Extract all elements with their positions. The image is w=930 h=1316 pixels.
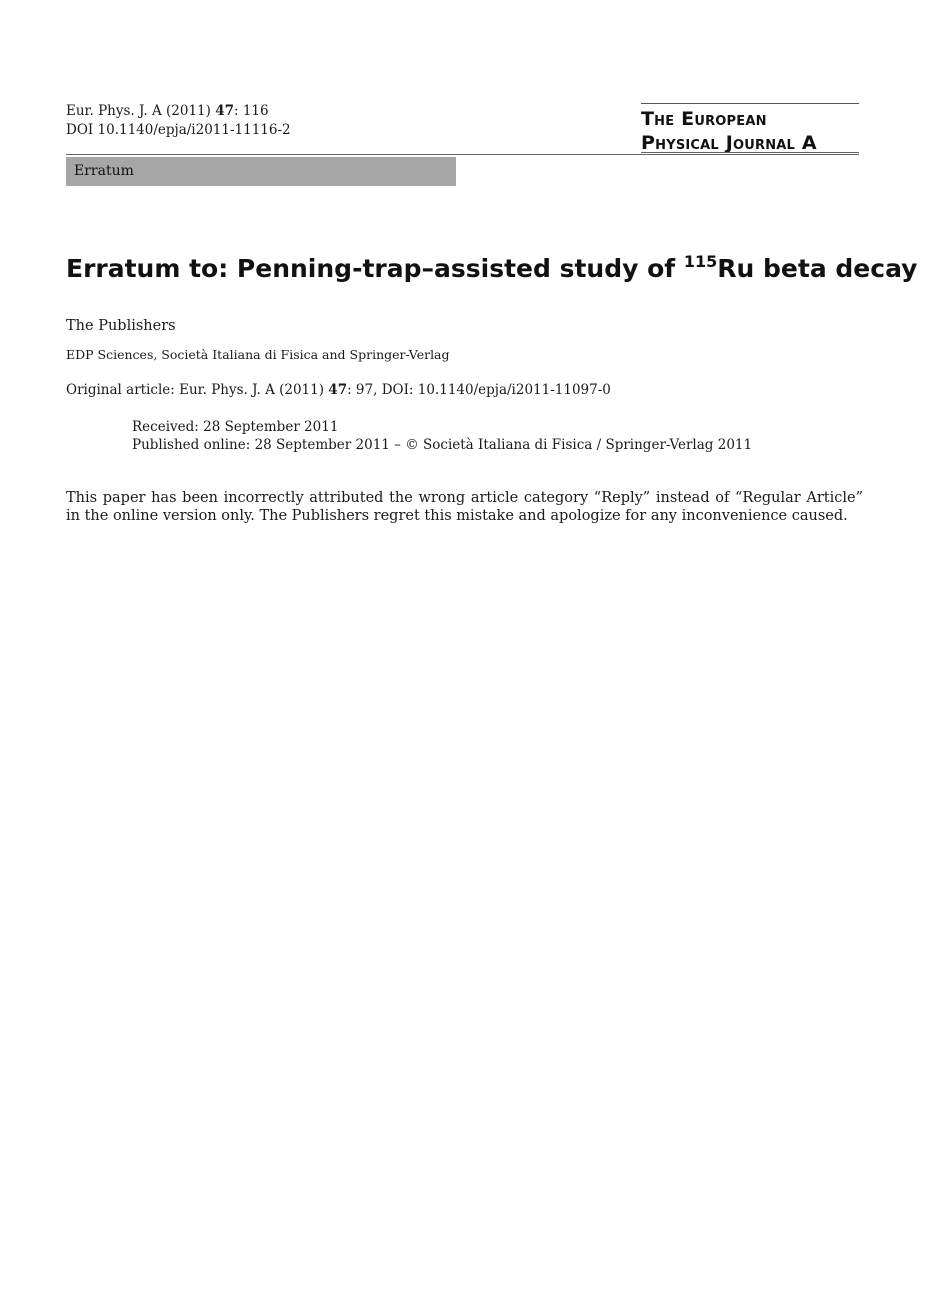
journal-logo-rule	[641, 152, 859, 153]
affiliation: EDP Sciences, Società Italiana di Fisica and Springer-Verlag	[66, 347, 450, 362]
article-doi: DOI 10.1140/epja/i2011-11116-2	[66, 122, 291, 138]
journal-name-line1: The European	[641, 108, 767, 130]
published-date: Published online: 28 September 2011 – © Società Italiana di Fisica / Springer-Verlag 2011	[132, 437, 753, 453]
original-volume: 47	[328, 382, 348, 398]
erratum-body: This paper has been incorrectly attributed the wrong article category “Reply” instead of “Regular Article” in the online version only. The Publishers regret this mistake and apologize for any inconvenience caused.	[66, 490, 863, 524]
journal-citation	[66, 102, 291, 121]
category-bar	[66, 157, 456, 186]
article-title	[66, 252, 918, 286]
received-date: Received: 28 September 2011	[132, 419, 339, 435]
journal-name-line2: Physical Journal A	[641, 132, 817, 154]
original-suffix: : 97, DOI: 10.1140/epja/i2011-11097-0	[347, 382, 611, 398]
original-article-reference	[66, 382, 611, 398]
original-prefix: Original article: Eur. Phys. J. A (2011)	[66, 382, 329, 398]
author: The Publishers	[66, 318, 176, 334]
citation-prefix: Eur. Phys. J. A (2011)	[66, 103, 216, 119]
title-text-suffix: Ru beta decay	[717, 254, 918, 283]
journal-logo	[641, 103, 859, 155]
dates-block	[132, 418, 752, 454]
citation-suffix: : 116	[233, 103, 269, 119]
header-divider	[66, 154, 859, 155]
title-text-prefix: Erratum to: Penning-trap–assisted study of	[66, 254, 684, 283]
category-label: Erratum	[74, 163, 134, 179]
citation-block	[66, 102, 291, 140]
citation-volume: 47	[215, 103, 234, 119]
title-superscript: 115	[683, 252, 718, 271]
